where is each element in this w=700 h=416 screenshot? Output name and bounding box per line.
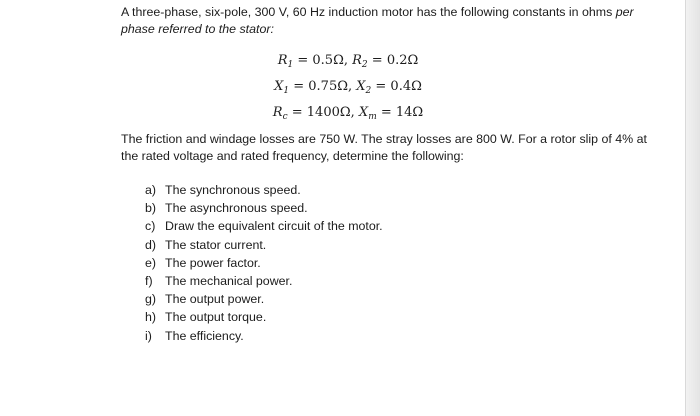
question-letter: g): [145, 292, 157, 307]
eq-symbol: R: [352, 53, 362, 68]
eq-subscript: 1: [283, 86, 290, 96]
question-text: The output torque.: [165, 310, 267, 325]
question-text: The efficiency.: [165, 328, 244, 343]
list-item: [145, 217, 383, 235]
eq-value: = 0.75Ω,: [289, 79, 357, 94]
equation-reactances: [0, 79, 691, 95]
eq-value: = 1400Ω,: [287, 105, 359, 120]
question-text: The stator current.: [165, 237, 267, 252]
eq-symbol: X: [274, 79, 284, 94]
intro-italic-text: per phase referred to the stator:: [121, 5, 634, 36]
eq-symbol: R: [272, 105, 283, 120]
equation-core-magnetizing: [0, 105, 691, 121]
problem-intro: [121, 4, 661, 38]
eq-symbol: X: [356, 79, 366, 94]
list-item: [145, 308, 383, 326]
eq-value: = 14Ω: [376, 105, 424, 120]
list-item: [145, 272, 383, 290]
eq-symbol: X: [358, 105, 369, 120]
question-letter: h): [145, 310, 157, 325]
question-letter: c): [145, 219, 156, 234]
question-text: The synchronous speed.: [165, 183, 301, 197]
losses-paragraph: The friction and windage losses are 750 W. The stray losses are 800 W. For a rotor slip of 4% at the rated voltage and rated frequency, determine the following:: [121, 132, 647, 163]
eq-subscript: m: [368, 112, 377, 122]
list-item: [145, 181, 383, 199]
eq-symbol: R: [277, 53, 288, 68]
list-item: [145, 236, 383, 254]
question-text: The asynchronous speed.: [165, 201, 308, 216]
list-item: [145, 254, 383, 272]
page-edge: [685, 0, 700, 416]
list-item: [145, 290, 383, 308]
eq-subscript: 2: [365, 86, 372, 96]
question-text: Draw the equivalent circuit of the motor.: [165, 219, 383, 234]
intro-text: A three-phase, six-pole, 300 V, 60 Hz induction motor has the following constants in ohms: [121, 5, 616, 19]
eq-subscript: c: [282, 112, 288, 122]
question-text: The power factor.: [165, 255, 261, 270]
eq-subscript: 2: [361, 60, 368, 70]
question-text: The output power.: [165, 292, 265, 307]
list-item: [145, 199, 383, 217]
question-text: The mechanical power.: [165, 273, 293, 288]
eq-value: = 0.5Ω,: [293, 53, 353, 68]
question-letter: i): [145, 328, 152, 343]
question-letter: b): [145, 201, 157, 216]
question-letter: e): [145, 255, 157, 270]
eq-subscript: 1: [287, 60, 294, 70]
eq-value: = 0.4Ω: [371, 79, 422, 94]
eq-value: = 0.2Ω: [367, 53, 419, 68]
list-item: [145, 327, 383, 345]
question-list: [145, 181, 383, 345]
question-letter: a): [145, 183, 157, 197]
question-letter: d): [145, 237, 157, 252]
equation-resistances: [0, 53, 691, 69]
question-letter: f): [145, 273, 153, 288]
